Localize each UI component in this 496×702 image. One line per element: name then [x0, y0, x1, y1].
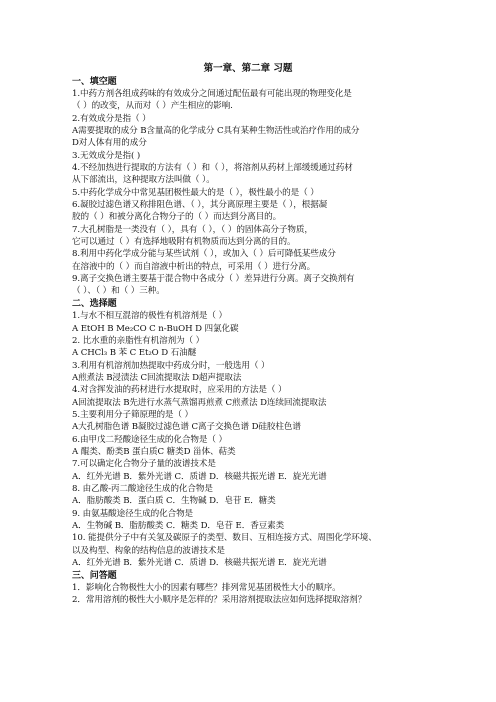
- text-line: A CHCl₃ B 苯 C Et₂O D 石油醚: [72, 348, 197, 359]
- text-line: 7.大孔树脂是一类没有（ ），具有（ ），（ ）的固体高分子物质，: [72, 224, 313, 235]
- section-fill-blank-heading: 一、填空题: [72, 76, 117, 87]
- text-line: 在溶液中的（ ）而自溶液中析出的特点，可采用（ ）进行分离。: [72, 261, 316, 272]
- text-line: A．红外光谱 B．紫外光谱 C．质谱 D．核磁共振光谱 E．旋光光谱: [72, 558, 327, 569]
- text-line: （ ）的改变，从而对（ ）产生相应的影响.: [72, 101, 233, 112]
- text-line: 7.可以确定化合物分子量的波谱技术是: [72, 459, 216, 470]
- text-line: 3.利用有机溶剂加热提取中药成分时，一般选用（ ）: [72, 360, 270, 371]
- text-line: 8. 由乙酸-丙二酸途径生成的化合物是: [72, 484, 213, 495]
- text-line: 胶的（ ）和被分离化合物分子的（ ）而达到分离目的。: [72, 212, 282, 223]
- text-line: A 醌类、酚类B 蛋白质C 糖类D 甾体、萜类: [72, 447, 236, 457]
- text-line: 10. 能提供分子中有关氢及碳原子的类型、数目、互相连接方式、周围化学环境、: [72, 533, 377, 544]
- text-line: A煎煮法 B浸渍法 C回流提取法 D超声提取法: [72, 372, 242, 383]
- text-line: 9. 由氨基酸途径生成的化合物是: [72, 508, 194, 519]
- text-line: 它可以通过（ ）有选择地吸附有机物质而达到分离的目的。: [72, 237, 296, 248]
- text-line: 4.对含挥发油的药材进行水提取时，应采用的方法是（ ）: [72, 385, 287, 396]
- text-line: D对人体有用的成分: [72, 138, 147, 149]
- text-line: 1．影响化合物极性大小的因素有哪些？排列常见基团极性大小的顺序。: [72, 582, 341, 593]
- text-line: A．红外光谱 B．紫外光谱 C．质谱 D．核磁共振光谱 E．旋光光谱: [72, 471, 327, 482]
- text-line: 1.与水不相互混溶的极性有机溶剂是（ ）: [72, 311, 228, 322]
- text-line: 6.由甲戊二羟酸途径生成的化合物是（ ）: [72, 434, 228, 445]
- text-line: A．脂肪酸类 B．蛋白质 C．生物碱 D．皂苷 E．糖类: [72, 496, 276, 507]
- text-line: 以及构型、构象的结构信息的波谱技术是: [72, 545, 225, 556]
- document-title: 第一章、第二章 习题: [203, 63, 293, 74]
- text-line: A回流提取法 B先进行水蒸气蒸馏再煎煮 C煎煮法 D连续回流提取法: [72, 397, 327, 408]
- text-line: 5.主要利用分子筛原理的是（ ）: [72, 409, 194, 420]
- text-line: A需要提取的成分 B含量高的化学成分 C具有某种生物活性或治疗作用的成分: [72, 125, 360, 136]
- text-line: 2．常用溶剂的极性大小顺序是怎样的？采用溶剂提取法应如何选择提取溶剂？: [72, 595, 367, 606]
- text-line: 5.中药化学成分中常见基团极性最大的是（ ），极性最小的是（ ）: [72, 187, 319, 198]
- text-line: 从下部流出，这种提取方法叫做（ ）。: [72, 175, 215, 186]
- text-line: A大孔树脂色谱 B凝胶过滤色谱 C离子交换色谱 D硅胶柱色谱: [72, 422, 301, 433]
- text-line: 2.有效成分是指（ ）: [72, 113, 151, 124]
- text-line: 6.凝胶过滤色谱又称排阻色谱、（ ），其分离原理主要是（ ），根据凝: [72, 200, 328, 210]
- text-line: A EtOH B Me₂CO C n-BuOH D 四氯化碳: [72, 323, 239, 334]
- section-multiple-choice-heading: 二、选择题: [72, 298, 117, 309]
- text-line: A．生物碱 B．脂肪酸类 C．糖类 D．皂苷 E．香豆素类: [72, 521, 285, 532]
- text-line: 2. 比水重的亲脂性有机溶剂为（ ）: [72, 335, 205, 346]
- text-line: 9.离子交换色谱主要基于混合物中各成分（ ）差异进行分离。离子交换剂有: [72, 274, 355, 285]
- text-line: 1.中药方剂各组成药味的有效成分之间通过配伍最有可能出现的物理变化是: [72, 88, 352, 99]
- text-line: （ ）、（ ）和（ ）三种。: [72, 286, 165, 297]
- text-line: 3.无效成分是指( ): [72, 150, 141, 161]
- text-line: 8.利用中药化学成分能与某些试剂（ ），或加入（ ）后可降低某些成分: [72, 249, 336, 260]
- text-line: 4.不经加热进行提取的方法有（ ）和（ ），将溶剂从药材上部缓缓通过药材: [72, 162, 353, 173]
- section-short-answer-heading: 三、问答题: [72, 570, 117, 581]
